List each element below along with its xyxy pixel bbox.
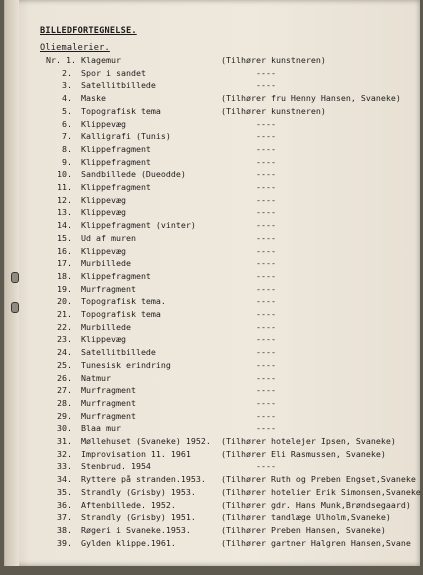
item-number: 19. <box>57 283 72 294</box>
item-title: Maske <box>81 93 106 104</box>
item-number: 14. <box>57 220 72 231</box>
list-item <box>0 195 423 207</box>
item-owner: ---- <box>256 118 276 129</box>
item-number: 28. <box>57 397 72 408</box>
item-number: 35. <box>57 486 72 497</box>
item-title: Natmur <box>81 372 111 383</box>
item-owner: ---- <box>256 270 276 281</box>
list-item <box>0 347 423 359</box>
item-owner: ---- <box>256 258 276 269</box>
item-number: 24. <box>57 347 72 358</box>
list-item <box>0 360 423 372</box>
item-title: Strandly (Grisby) 1953. <box>81 486 196 497</box>
list-item <box>0 474 423 486</box>
item-title: Topografisk tema <box>81 105 161 116</box>
list-item <box>0 220 423 232</box>
item-title: Stenbrud. 1954 <box>81 461 151 472</box>
list-item <box>0 461 423 473</box>
item-title: Murbillede <box>81 321 131 332</box>
item-number: 33. <box>57 461 72 472</box>
item-owner: (Tilhører Ruth og Preben Engset,Svaneke <box>221 474 416 485</box>
list-item <box>0 525 423 537</box>
item-title: Murfragment <box>81 385 136 396</box>
list-item <box>0 296 423 308</box>
item-owner: ---- <box>256 359 276 370</box>
item-number: 20. <box>57 296 72 307</box>
item-title: Klippevæg <box>81 334 126 345</box>
item-owner: (Tilhører Preben Hansen, Svaneke) <box>221 524 386 535</box>
item-number: 7. <box>62 131 72 142</box>
item-number: 5. <box>62 105 72 116</box>
list-item <box>0 385 423 397</box>
item-owner: ---- <box>256 143 276 154</box>
item-owner: (Tilhører gdr. Hans Munk,Brøndsegaard) <box>221 499 411 510</box>
list-item <box>0 322 423 334</box>
item-number: 36. <box>57 499 72 510</box>
list-item <box>0 436 423 448</box>
item-title: Ryttere på stranden.1953. <box>81 474 206 485</box>
item-owner: ---- <box>256 461 276 472</box>
item-number: 38. <box>57 524 72 535</box>
item-owner: ---- <box>256 397 276 408</box>
item-number: 9. <box>62 156 72 167</box>
item-title: Klippevæg <box>81 207 126 218</box>
item-owner: ---- <box>256 372 276 383</box>
item-title: Kalligrafi (Tunis) <box>81 131 171 142</box>
item-title: Klippefragment <box>81 270 151 281</box>
item-number: 39. <box>57 537 72 548</box>
item-title: Møllehuset (Svaneke) 1952. <box>81 436 211 446</box>
item-number: 8. <box>62 143 72 154</box>
list-item <box>0 233 423 245</box>
item-owner: (Tilhører tandlæge Ulholm,Svaneke) <box>221 512 391 523</box>
list-item <box>0 207 423 219</box>
item-owner: ---- <box>256 423 276 434</box>
item-owner: ---- <box>256 385 276 396</box>
list-item <box>0 157 423 169</box>
list-item <box>0 246 423 258</box>
list-item <box>0 373 423 385</box>
item-owner: (Tilhører Eli Rasmussen, Svaneke) <box>221 448 386 459</box>
list-item <box>0 144 423 156</box>
item-owner: ---- <box>256 156 276 167</box>
item-title: Klippevæg <box>81 118 126 129</box>
item-title: Murfragment <box>81 397 136 408</box>
item-title: Gylden klippe.1961. <box>81 537 176 548</box>
list-item <box>0 119 423 131</box>
list-item <box>0 398 423 410</box>
list-item <box>0 271 423 283</box>
item-title: Satellitbillede <box>81 80 156 91</box>
list-item <box>0 68 423 80</box>
item-owner: ---- <box>256 321 276 332</box>
item-number: 37. <box>57 512 72 523</box>
item-title: Murbillede <box>81 258 131 269</box>
item-title: Satellitbillede <box>81 347 156 358</box>
item-owner: (Tilhører kunstneren) <box>221 105 326 116</box>
item-number: 23. <box>57 334 72 345</box>
item-title: Klagemur <box>81 55 121 65</box>
list-item <box>0 334 423 346</box>
item-owner: (Tilhører fru Henny Hansen, Svaneke) <box>221 93 401 104</box>
list-item <box>0 487 423 499</box>
list-item <box>0 106 423 118</box>
section-heading: Oliemalerier. <box>40 43 110 53</box>
item-number: 3. <box>62 80 72 91</box>
list-item <box>0 449 423 461</box>
item-number: 30. <box>57 423 72 434</box>
item-owner: ---- <box>256 182 276 192</box>
item-number: 16. <box>57 245 72 256</box>
item-owner: ---- <box>256 347 276 358</box>
list-item <box>0 423 423 435</box>
item-owner: ---- <box>256 131 276 142</box>
item-owner: (Tilhører hotelier Erik Simonsen,Svaneke <box>221 486 421 497</box>
item-number: 15. <box>57 232 72 243</box>
item-number: 27. <box>57 385 72 396</box>
item-owner: ---- <box>256 220 276 231</box>
item-number: 4. <box>62 93 72 104</box>
list-item <box>0 309 423 321</box>
item-number: 21. <box>57 309 72 319</box>
item-title: Klippevæg <box>81 245 126 256</box>
item-owner: (Tilhører kunstneren) <box>221 55 326 65</box>
item-owner: ---- <box>256 207 276 218</box>
item-title: Aftenbillede. 1952. <box>81 499 176 510</box>
item-owner: ---- <box>256 232 276 243</box>
item-number: 10. <box>57 169 72 180</box>
item-title: Topografisk tema <box>81 309 161 319</box>
item-owner: (Tilhører gartner Halgren Hansen,Svane <box>221 537 411 548</box>
item-title: Topografisk tema. <box>81 296 166 307</box>
list-item <box>0 512 423 524</box>
item-number: 2. <box>62 67 72 78</box>
item-owner: ---- <box>256 169 276 180</box>
item-number: 6. <box>62 118 72 129</box>
document-title: BILLEDFORTEGNELSE. <box>40 26 137 36</box>
item-owner: ---- <box>256 245 276 256</box>
item-number: 31. <box>57 436 72 446</box>
item-title: Sandbillede (Dueodde) <box>81 169 186 180</box>
item-owner: ---- <box>256 309 276 319</box>
list-item <box>0 284 423 296</box>
item-title: Klippevæg <box>81 194 126 205</box>
item-number: 18. <box>57 270 72 281</box>
list-item <box>0 93 423 105</box>
item-number: 32. <box>57 448 72 459</box>
item-number: 12. <box>57 194 72 205</box>
item-owner: ---- <box>256 80 276 91</box>
list-item <box>0 55 423 67</box>
item-title: Ud af muren <box>81 232 136 243</box>
item-owner: ---- <box>256 334 276 345</box>
item-title: Blaa mur <box>81 423 121 434</box>
item-title: Strandly (Grisby) 1951. <box>81 512 196 523</box>
item-number: 34. <box>57 474 72 485</box>
item-owner: ---- <box>256 194 276 205</box>
item-number: 29. <box>57 410 72 421</box>
list-item <box>0 131 423 143</box>
item-number: Nr. 1. <box>46 55 76 65</box>
item-title: Tunesisk erindring <box>81 359 171 370</box>
item-owner: ---- <box>256 410 276 421</box>
item-title: Røgeri i Svaneke.1953. <box>81 524 191 535</box>
item-number: 11. <box>57 182 72 192</box>
item-title: Klippefragment <box>81 156 151 167</box>
item-number: 25. <box>57 359 72 370</box>
item-title: Murfragment <box>81 283 136 294</box>
item-owner: (Tilhører hotelejer Ipsen, Svaneke) <box>221 436 396 446</box>
list-item <box>0 80 423 92</box>
item-title: Murfragment <box>81 410 136 421</box>
item-number: 17. <box>57 258 72 269</box>
list-item <box>0 169 423 181</box>
item-title: Klippefragment <box>81 143 151 154</box>
list-item <box>0 411 423 423</box>
item-title: Klippefragment (vinter) <box>81 220 196 231</box>
item-title: Improvisation 11. 1961 <box>81 448 191 459</box>
item-owner: ---- <box>256 296 276 307</box>
item-number: 26. <box>57 372 72 383</box>
item-title: Spor i sandet <box>81 67 146 78</box>
item-title: Klippefragment <box>81 182 151 192</box>
item-owner: ---- <box>256 67 276 78</box>
list-item <box>0 258 423 270</box>
item-number: 22. <box>57 321 72 332</box>
list-item <box>0 182 423 194</box>
item-number: 13. <box>57 207 72 218</box>
item-owner: ---- <box>256 283 276 294</box>
list-item <box>0 538 423 550</box>
list-item <box>0 500 423 512</box>
